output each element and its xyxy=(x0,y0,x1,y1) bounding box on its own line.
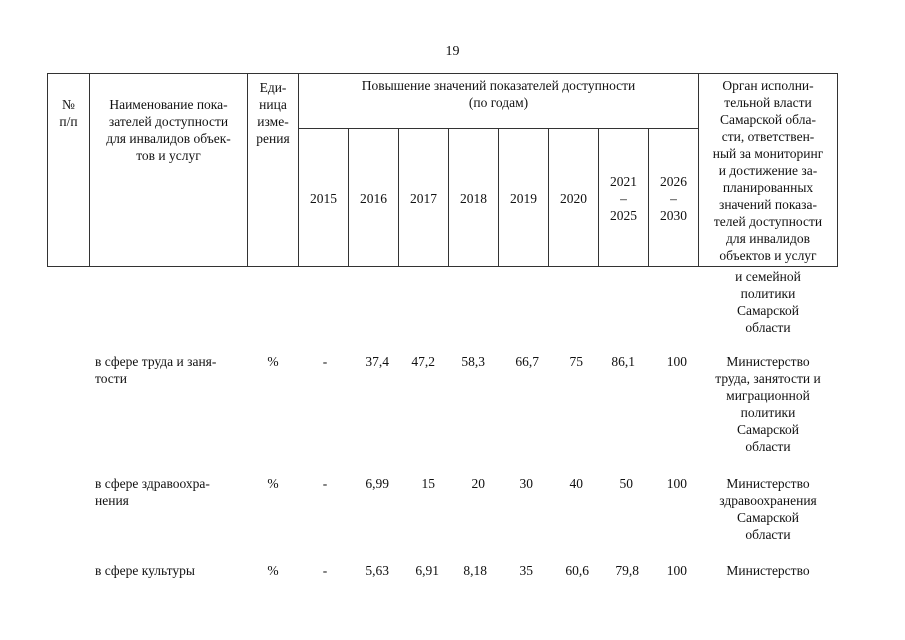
row-unit: % xyxy=(267,476,279,491)
header-agency: Орган исполни- тельной власти Самарской обла- сти, ответствен- ный за мониторинг и достижение за- планированных значений показа- телей доступности для инвалидов объектов и услуг xyxy=(712,78,824,263)
row-value-2026-2030: 100 xyxy=(666,563,687,578)
row-value-2015: - xyxy=(322,476,328,491)
row-value-2018: 8,18 xyxy=(463,563,487,578)
row-value-2017: 47,2 xyxy=(411,354,435,369)
continuation-agency: и семейной политики Самарской области xyxy=(735,269,801,335)
row-agency: Министерство труда, занятости и миграционной политики Самарской области xyxy=(715,354,821,454)
header-year-2019: 2019 xyxy=(510,191,537,206)
row-value-2020: 75 xyxy=(569,354,583,369)
row-value-2020: 40 xyxy=(569,476,583,491)
header-indicator-name: Наименование пока- зателей доступности для инвалидов объек- тов и услуг xyxy=(106,97,231,163)
row-value-2017: 6,91 xyxy=(415,563,439,578)
row-value-2018: 58,3 xyxy=(461,354,485,369)
row-value-2019: 30 xyxy=(519,476,533,491)
row-value-2015: - xyxy=(322,354,328,369)
header-year-2016: 2016 xyxy=(360,191,387,206)
header-unit: Еди- ница изме- рения xyxy=(256,80,290,146)
row-value-2026-2030: 100 xyxy=(666,476,687,491)
row-value-2016: 5,63 xyxy=(365,563,389,578)
row-value-2015: - xyxy=(322,563,328,578)
header-year-2026-2030: 2026 – 2030 xyxy=(660,174,687,223)
row-indicator-name: в сфере культуры xyxy=(95,563,195,578)
row-value-2021-2025: 79,8 xyxy=(615,563,639,578)
row-value-2026-2030: 100 xyxy=(666,354,687,369)
page-number: 19 xyxy=(445,44,460,59)
row-value-2021-2025: 50 xyxy=(619,476,633,491)
header-year-2020: 2020 xyxy=(560,191,587,206)
row-value-2016: 37,4 xyxy=(365,354,389,369)
row-unit: % xyxy=(267,563,279,578)
header-year-2017: 2017 xyxy=(410,191,437,206)
header-number: № п/п xyxy=(59,97,78,129)
row-value-2020: 60,6 xyxy=(565,563,589,578)
row-agency: Министерство здравоохранения Самарской области xyxy=(719,476,817,542)
row-value-2018: 20 xyxy=(471,476,485,491)
row-value-2021-2025: 86,1 xyxy=(611,354,635,369)
header-year-2015: 2015 xyxy=(310,191,337,206)
header-years-title: Повышение значений показателей доступности (по годам) xyxy=(361,78,636,110)
row-value-2019: 66,7 xyxy=(515,354,539,369)
header-year-2021-2025: 2021 – 2025 xyxy=(610,174,637,223)
row-value-2019: 35 xyxy=(519,563,533,578)
header-year-2018: 2018 xyxy=(460,191,487,206)
row-agency: Министерство xyxy=(726,563,810,578)
row-value-2016: 6,99 xyxy=(365,476,389,491)
row-value-2017: 15 xyxy=(421,476,435,491)
row-indicator-name: в сфере здравоохра- нения xyxy=(95,476,210,508)
row-unit: % xyxy=(267,354,279,369)
row-indicator-name: в сфере труда и заня- тости xyxy=(95,354,217,386)
